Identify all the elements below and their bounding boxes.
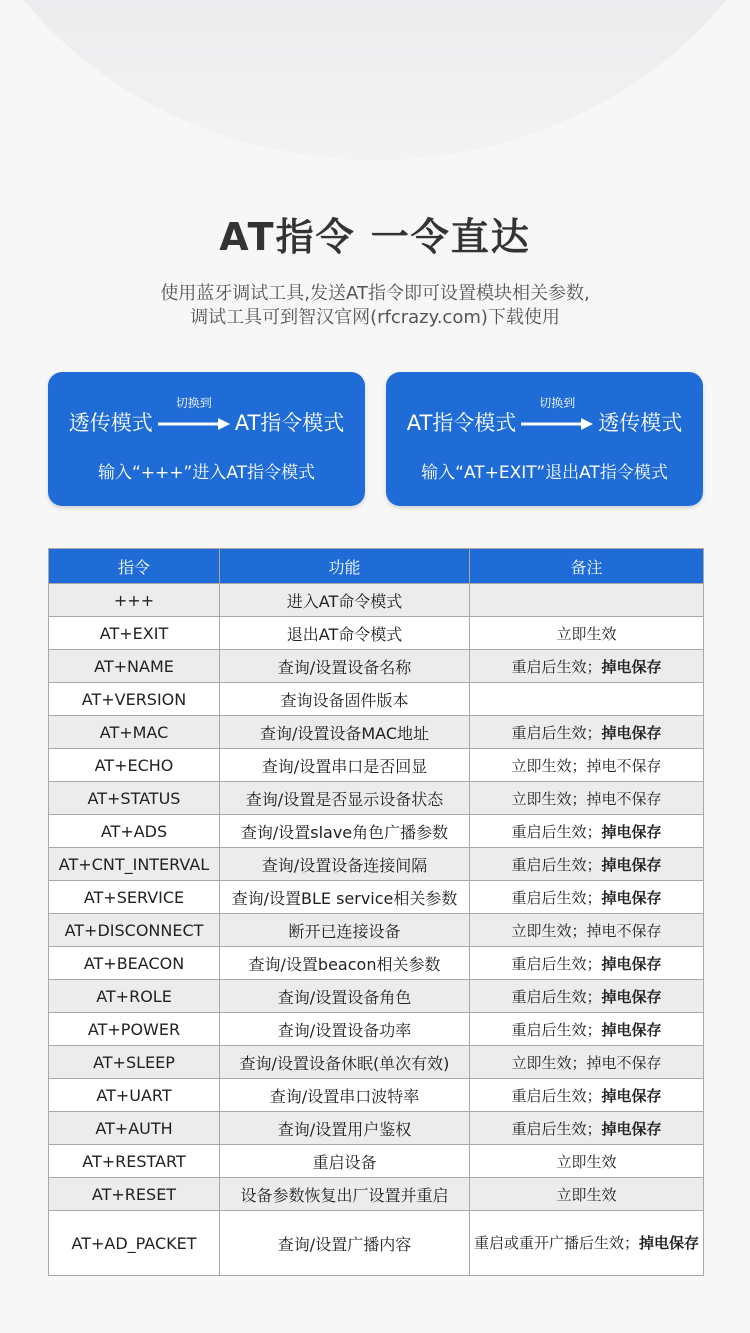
mode-card-exit-at (386, 372, 703, 506)
command-cell: AT+VERSION (49, 683, 220, 716)
table-row (49, 1046, 704, 1079)
function-cell: 查询/设置广播内容 (220, 1211, 470, 1276)
arrow-label: 切换到 (539, 396, 576, 410)
note-power-save: 掉电保存 (601, 888, 662, 907)
command-cell: AT+MAC (49, 716, 220, 749)
command-cell: AT+POWER (49, 1013, 220, 1046)
note-power-save: 掉电保存 (601, 822, 662, 841)
function-cell: 进入AT命令模式 (220, 584, 470, 617)
note-text: 立即生效 (556, 624, 617, 643)
function-cell: 查询设备固件版本 (220, 683, 470, 716)
subtitle-line-1: 使用蓝牙调试工具,发送AT指令即可设置模块相关参数, (160, 283, 590, 304)
note-cell (470, 617, 704, 650)
note-cell (470, 1013, 704, 1046)
function-cell: 查询/设置设备角色 (220, 980, 470, 1013)
mode-hint: 输入“AT+EXIT”退出AT指令模式 (421, 463, 668, 483)
note-cell (470, 914, 704, 947)
note-cell (470, 815, 704, 848)
command-cell: AT+DISCONNECT (49, 914, 220, 947)
table-row (49, 650, 704, 683)
function-cell: 查询/设置设备休眠(单次有效) (220, 1046, 470, 1079)
command-cell: AT+ROLE (49, 980, 220, 1013)
note-power-save: 掉电保存 (601, 1086, 662, 1105)
arrow-label: 切换到 (175, 396, 212, 410)
header-background-arc (0, 0, 750, 160)
function-cell: 查询/设置是否显示设备状态 (220, 782, 470, 815)
table-row (49, 749, 704, 782)
mode-to: AT指令模式 (234, 411, 345, 435)
note-text: 重启或重开广播后生效； (473, 1233, 639, 1252)
command-cell: AT+AD_PACKET (49, 1211, 220, 1276)
note-power-save: 掉电保存 (601, 1119, 662, 1138)
table-row (49, 1013, 704, 1046)
command-cell: AT+NAME (49, 650, 220, 683)
note-text: 立即生效 (556, 1185, 617, 1204)
page-subtitle (0, 282, 750, 330)
note-power-save: 掉电保存 (601, 987, 662, 1006)
function-cell: 查询/设置设备连接间隔 (220, 848, 470, 881)
note-cell (470, 1046, 704, 1079)
note-power-save: 掉电保存 (639, 1233, 700, 1252)
function-cell: 查询/设置设备功率 (220, 1013, 470, 1046)
table-row (49, 914, 704, 947)
page-title: AT指令 一令直达 (219, 215, 531, 259)
header-function: 功能 (220, 549, 470, 584)
note-cell (470, 1145, 704, 1178)
mode-to: 透传模式 (598, 411, 683, 435)
table-row (49, 1145, 704, 1178)
command-cell: AT+EXIT (49, 617, 220, 650)
function-cell: 查询/设置串口是否回显 (220, 749, 470, 782)
mode-card-enter-at (48, 372, 365, 506)
at-command-table (48, 548, 704, 1276)
note-text: 立即生效；掉电不保存 (511, 789, 662, 808)
note-cell (470, 584, 704, 617)
function-cell: 重启设备 (220, 1145, 470, 1178)
switch-arrow (158, 396, 230, 434)
command-cell: AT+BEACON (49, 947, 220, 980)
mode-from: 透传模式 (68, 411, 153, 435)
note-cell (470, 1211, 704, 1276)
note-cell (470, 782, 704, 815)
function-cell: 查询/设置slave角色广播参数 (220, 815, 470, 848)
function-cell: 查询/设置串口波特率 (220, 1079, 470, 1112)
function-cell: 退出AT命令模式 (220, 617, 470, 650)
note-cell (470, 1112, 704, 1145)
table-row (49, 1178, 704, 1211)
command-cell: AT+ADS (49, 815, 220, 848)
command-cell: AT+STATUS (49, 782, 220, 815)
note-text: 重启后生效； (511, 1086, 602, 1105)
mode-from: AT指令模式 (406, 411, 517, 435)
note-text: 立即生效；掉电不保存 (511, 921, 662, 940)
table-row (49, 848, 704, 881)
note-text: 重启后生效； (511, 954, 602, 973)
note-text: 重启后生效； (511, 657, 602, 676)
function-cell: 查询/设置beacon相关参数 (220, 947, 470, 980)
switch-arrow (521, 396, 593, 434)
header-command: 指令 (49, 549, 220, 584)
note-cell (470, 1079, 704, 1112)
function-cell: 查询/设置设备MAC地址 (220, 716, 470, 749)
table-body (49, 584, 704, 1276)
arrow-right-icon (158, 418, 230, 430)
command-cell: AT+ECHO (49, 749, 220, 782)
note-text: 重启后生效； (511, 987, 602, 1006)
mode-hint: 输入“+++”进入AT指令模式 (97, 463, 316, 483)
mode-flow (48, 396, 365, 437)
note-cell (470, 1178, 704, 1211)
function-cell: 断开已连接设备 (220, 914, 470, 947)
table-row (49, 617, 704, 650)
table-row (49, 881, 704, 914)
note-power-save: 掉电保存 (601, 1020, 662, 1039)
note-cell (470, 881, 704, 914)
note-text: 重启后生效； (511, 1020, 602, 1039)
table-row (49, 1211, 704, 1276)
function-cell: 查询/设置BLE service相关参数 (220, 881, 470, 914)
note-power-save: 掉电保存 (601, 723, 662, 742)
note-text: 重启后生效； (511, 888, 602, 907)
note-cell (470, 980, 704, 1013)
function-cell: 查询/设置设备名称 (220, 650, 470, 683)
table-row (49, 1112, 704, 1145)
function-cell: 设备参数恢复出厂设置并重启 (220, 1178, 470, 1211)
header-note: 备注 (470, 549, 704, 584)
note-text: 重启后生效； (511, 1119, 602, 1138)
table-row (49, 782, 704, 815)
note-text: 立即生效；掉电不保存 (511, 1053, 662, 1072)
command-cell: AT+UART (49, 1079, 220, 1112)
note-text: 重启后生效； (511, 855, 602, 874)
command-cell: AT+SERVICE (49, 881, 220, 914)
command-cell: AT+RESTART (49, 1145, 220, 1178)
note-cell (470, 650, 704, 683)
note-cell (470, 683, 704, 716)
note-cell (470, 716, 704, 749)
table-row (49, 683, 704, 716)
note-text: 立即生效；掉电不保存 (511, 756, 662, 775)
note-power-save: 掉电保存 (601, 954, 662, 973)
table-row (49, 947, 704, 980)
command-cell: +++ (49, 584, 220, 617)
note-power-save: 掉电保存 (601, 657, 662, 676)
table-row (49, 980, 704, 1013)
note-cell (470, 947, 704, 980)
note-cell (470, 749, 704, 782)
command-cell: AT+CNT_INTERVAL (49, 848, 220, 881)
arrow-right-icon (521, 418, 593, 430)
table-row (49, 584, 704, 617)
table-row (49, 815, 704, 848)
note-text: 重启后生效； (511, 822, 602, 841)
mode-flow (386, 396, 703, 437)
function-cell: 查询/设置用户鉴权 (220, 1112, 470, 1145)
note-power-save: 掉电保存 (601, 855, 662, 874)
note-text: 重启后生效； (511, 723, 602, 742)
command-cell: AT+SLEEP (49, 1046, 220, 1079)
command-cell: AT+RESET (49, 1178, 220, 1211)
table-header-row (49, 549, 704, 584)
note-cell (470, 848, 704, 881)
command-cell: AT+AUTH (49, 1112, 220, 1145)
note-text: 立即生效 (556, 1152, 617, 1171)
table-row (49, 716, 704, 749)
subtitle-line-2: 调试工具可到智汉官网(rfcrazy.com)下载使用 (190, 307, 560, 328)
table-row (49, 1079, 704, 1112)
